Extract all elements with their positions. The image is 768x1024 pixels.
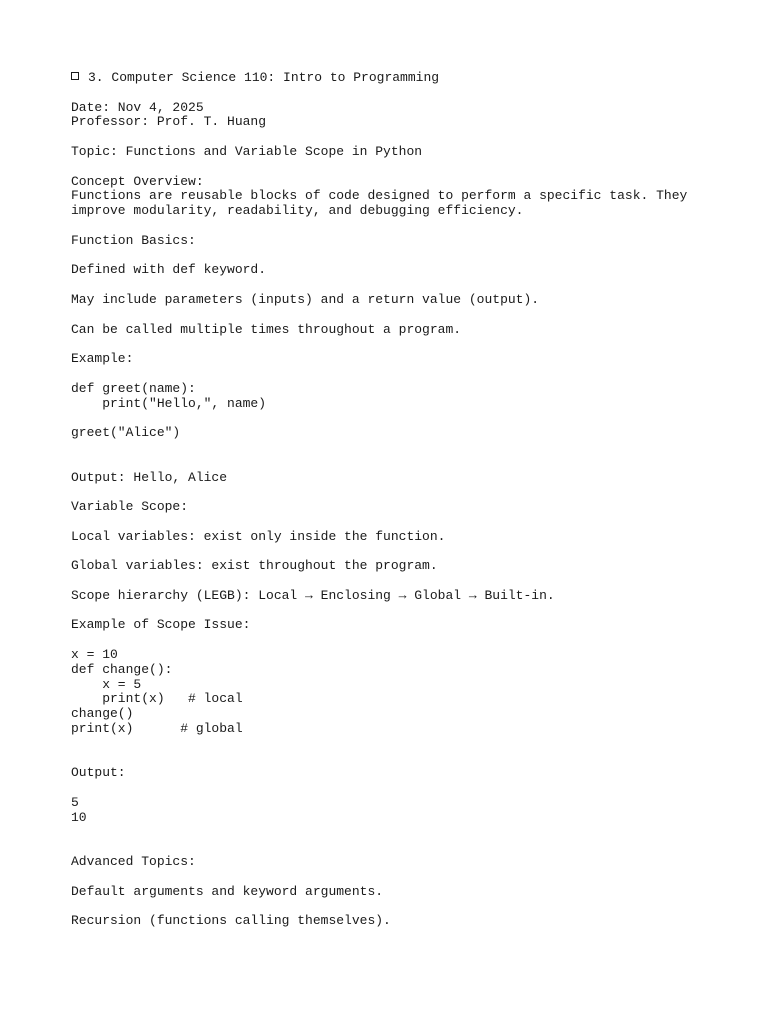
concept-text-line: Functions are reusable blocks of code designed to perform a specific task. They <box>71 188 688 204</box>
concept-heading: Concept Overview: <box>71 173 204 189</box>
code-line: change() <box>71 706 134 722</box>
topic-line: Topic: Functions and Variable Scope in Python <box>71 143 423 159</box>
title-text: 3. Computer Science 110: Intro to Programming <box>88 70 440 85</box>
code-line: x = 10 <box>71 647 118 663</box>
code-line: def change(): <box>71 661 173 677</box>
output-line: 10 <box>71 809 87 825</box>
document-page <box>71 71 748 929</box>
example-heading: Example: <box>71 351 134 367</box>
code-line: print("Hello,", name) <box>71 395 267 411</box>
document-title <box>71 71 748 86</box>
advanced-item: Recursion (functions calling themselves). <box>71 913 391 929</box>
scope-item: Scope hierarchy (LEGB): Local → Enclosing → Global → Built-in. <box>71 587 555 603</box>
basics-item: May include parameters (inputs) and a return value (output). <box>71 291 540 307</box>
scope-example-heading: Example of Scope Issue: <box>71 617 251 633</box>
code-line: def greet(name): <box>71 380 196 396</box>
professor-line: Professor: Prof. T. Huang <box>71 114 267 130</box>
example-output: Output: Hello, Alice <box>71 469 228 485</box>
code-line: greet("Alice") <box>71 425 181 441</box>
concept-text-line: improve modularity, readability, and debugging efficiency. <box>71 203 524 219</box>
code-line: x = 5 <box>71 676 142 692</box>
basics-item: Defined with def keyword. <box>71 262 267 278</box>
code-line: print(x) # global <box>71 721 243 737</box>
scope-item: Local variables: exist only inside the function. <box>71 528 446 544</box>
scope-heading: Variable Scope: <box>71 499 189 515</box>
advanced-item: Default arguments and keyword arguments. <box>71 883 384 899</box>
code-line: print(x) # local <box>71 691 243 707</box>
advanced-heading: Advanced Topics: <box>71 854 196 870</box>
date-line: Date: Nov 4, 2025 <box>71 99 204 115</box>
basics-item: Can be called multiple times throughout a program. <box>71 321 462 337</box>
output-heading: Output: <box>71 765 126 781</box>
basics-heading: Function Basics: <box>71 232 196 248</box>
scope-item: Global variables: exist throughout the program. <box>71 558 438 574</box>
output-line: 5 <box>71 795 79 811</box>
note-icon <box>71 72 79 80</box>
